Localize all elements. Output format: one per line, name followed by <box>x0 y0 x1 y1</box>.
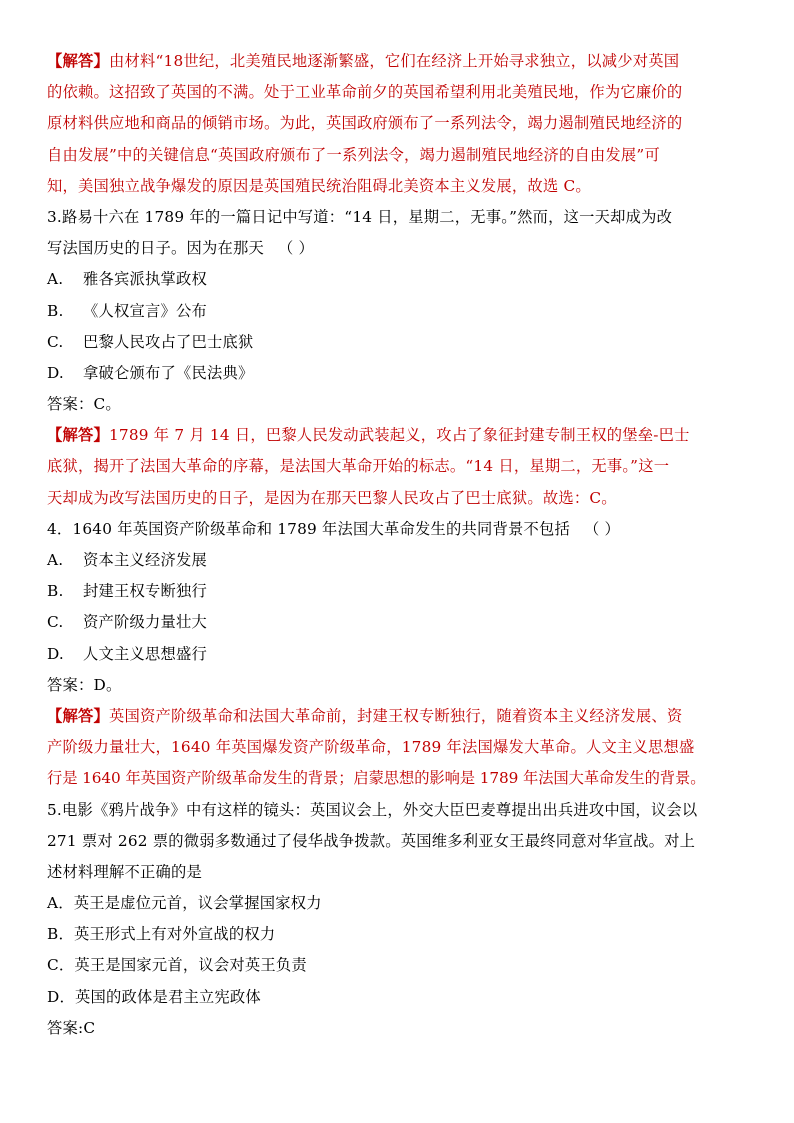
q4-analysis-line: 行是 1640 年英国资产阶级革命发生的背景；启蒙思想的影响是 1789 年法国大革命发生的背景。 <box>47 769 706 788</box>
q5-stem-line: 271 票对 262 票的微弱多数通过了侵华战争拨款。英国维多利亚女王最终同意对华宣战。对上 <box>47 831 696 850</box>
q4-answer-bracket: （ ） <box>584 519 621 538</box>
q4-stem-text: 4．1640 年英国资产阶级革命和 1789 年法国大革命发生的共同背景不包括 <box>47 519 570 538</box>
q3-option <box>47 264 751 295</box>
q5-option: A．英王是虚位元首，议会掌握国家权力 <box>47 894 322 913</box>
q3-option <box>47 327 751 358</box>
analysis-tag: 【解答】 <box>47 426 109 445</box>
q3-option <box>47 296 751 327</box>
q5-option: D．英国的政体是君主立宪政体 <box>47 987 261 1006</box>
q5-answer: 答案:C <box>47 1018 96 1037</box>
q3-analysis-text: 1789 年 7 月 14 日，巴黎人民发动武装起义，攻占了象征封建专制王权的堡垒-巴士 <box>109 426 690 445</box>
q3-answer: 答案：C。 <box>47 395 121 414</box>
analysis-tag: 【解答】 <box>47 52 109 70</box>
option-text: 资产阶级力量壮大 <box>83 613 207 632</box>
option-letter: A. <box>47 551 64 569</box>
option-text: 雅各宾派执掌政权 <box>83 270 207 289</box>
q4-answer: 答案：D。 <box>47 675 122 694</box>
option-letter: C. <box>47 332 64 351</box>
option-letter: C. <box>47 613 64 632</box>
q4-option <box>47 545 751 576</box>
q2-analysis-text: 由材料“18世纪，北美殖民地逐渐繁盛，它们在经济上开始寻求独立，以减少对英国 <box>109 52 680 70</box>
option-text: 《人权宣言》公布 <box>83 301 207 320</box>
document-page <box>47 46 751 1044</box>
q4-option <box>47 639 751 670</box>
q3-stem-line <box>47 233 751 264</box>
q4-analysis-line <box>47 701 751 732</box>
option-letter: D. <box>47 363 64 382</box>
q5-option: B．英王形式上有对外宣战的权力 <box>47 925 276 944</box>
option-letter: A. <box>47 270 64 289</box>
option-letter: B. <box>47 582 64 601</box>
q2-analysis-line: 的依赖。这招致了英国的不满。处于工业革命前夕的英国希望利用北美殖民地，作为它廉价的 <box>47 83 683 102</box>
q4-analysis-line: 产阶级力量壮大，1640 年英国爆发资产阶级革命，1789 年法国爆发大革命。人文主义思想盛 <box>47 738 695 757</box>
q3-option <box>47 358 751 389</box>
q3-analysis-line: 底狱，揭开了法国大革命的序幕，是法国大革命开始的标志。“14 日，星期二，无事。”这一 <box>47 457 670 476</box>
q2-analysis-line: 原材料供应地和商品的倾销市场。为此，英国政府颁布了一系列法令，竭力遏制殖民地经济的 <box>47 114 683 133</box>
q3-answer-bracket: （ ） <box>277 239 315 258</box>
q2-analysis-line: 自由发展”中的关键信息“英国政府颁布了一系列法令，竭力遏制殖民地经济的自由发展”可 <box>47 145 660 164</box>
option-letter: B. <box>47 301 64 320</box>
option-text: 资本主义经济发展 <box>83 551 207 569</box>
q4-stem-line <box>47 514 751 545</box>
q3-analysis-line: 天却成为改写法国历史的日子，是因为在那天巴黎人民攻占了巴士底狱。故选：C。 <box>47 488 617 507</box>
q3-analysis-line <box>47 420 751 451</box>
option-text: 封建王权专断独行 <box>83 582 207 601</box>
option-text: 人文主义思想盛行 <box>83 644 207 663</box>
option-text: 拿破仑颁布了《民法典》 <box>83 363 254 382</box>
q2-analysis-line <box>47 46 751 77</box>
q5-stem-line: 述材料理解不正确的是 <box>47 862 202 881</box>
option-letter: D. <box>47 644 64 663</box>
q4-analysis-text: 英国资产阶级革命和法国大革命前，封建王权专断独行，随着资本主义经济发展、资 <box>109 706 683 725</box>
q5-option: C．英王是国家元首，议会对英王负责 <box>47 956 307 975</box>
q4-option <box>47 607 751 638</box>
q2-analysis-line: 知，美国独立战争爆发的原因是英国殖民统治阻碍北美资本主义发展，故选 C。 <box>47 176 591 195</box>
q4-option <box>47 576 751 607</box>
q5-stem-line: 5.电影《鸦片战争》中有这样的镜头：英国议会上，外交大臣巴麦尊提出出兵进攻中国，议会以 <box>47 800 698 819</box>
q3-stem-line: 3.路易十六在 1789 年的一篇日记中写道：“14 日，星期二，无事。”然而，这一天却成为改 <box>47 207 673 226</box>
option-text: 巴黎人民攻占了巴士底狱 <box>83 332 254 351</box>
q3-stem-text: 写法国历史的日子。因为在那天 <box>47 239 264 258</box>
analysis-tag: 【解答】 <box>47 706 109 725</box>
